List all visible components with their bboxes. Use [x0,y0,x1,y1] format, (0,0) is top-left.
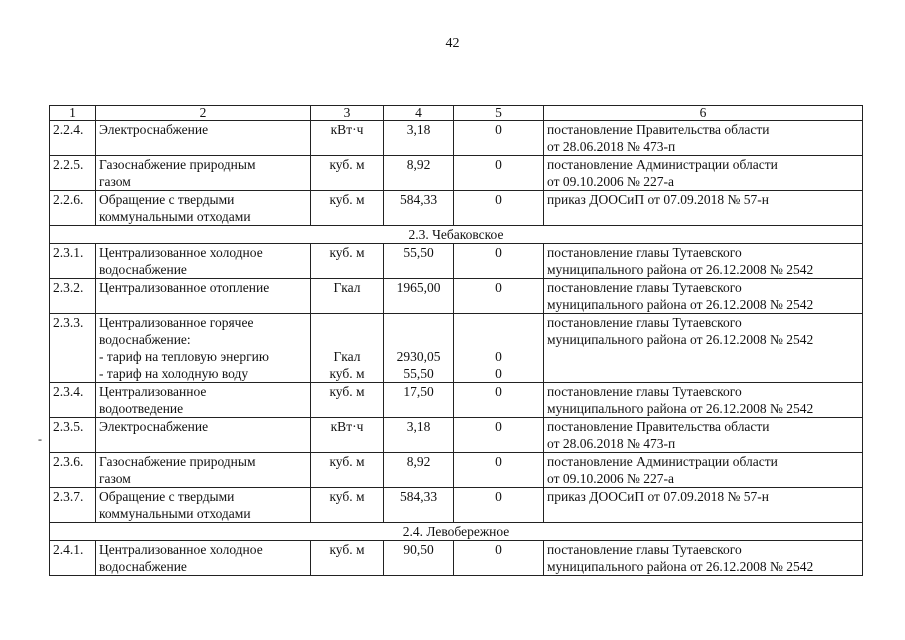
header-col-5: 5 [454,106,544,121]
header-col-2: 2 [96,106,311,121]
service-name: Электроснабжение [96,121,311,156]
section-title: 2.4. Левобережное [50,523,863,541]
column-5-value: 0 [454,121,544,156]
service-name: Централизованное отопление [96,279,311,314]
row-number: 2.3.1. [50,244,96,279]
unit: Гкал куб. м [311,314,384,383]
column-5-value: 0 [454,541,544,576]
table-row [50,279,863,314]
service-name: Централизованное водоотведение [96,383,311,418]
unit: куб. м [311,488,384,523]
unit: куб. м [311,453,384,488]
column-5-value: 0 [454,453,544,488]
value: 55,50 [384,244,454,279]
section-title: 2.3. Чебаковское [50,226,863,244]
legal-basis: постановление Администрации области от 09.10.2006 № 227-а [544,156,863,191]
row-number: 2.2.6. [50,191,96,226]
legal-basis: постановление главы Тутаевского муниципального района от 26.12.2008 № 2542 [544,279,863,314]
unit: куб. м [311,541,384,576]
legal-basis: приказ ДООСиП от 07.09.2018 № 57-н [544,191,863,226]
page-number: 42 [445,36,460,51]
unit: Гкал [311,279,384,314]
service-name: Обращение с твердыми коммунальными отходами [96,488,311,523]
table-row [50,541,863,576]
unit: куб. м [311,191,384,226]
legal-basis: постановление Правительства области от 28.06.2018 № 473-п [544,418,863,453]
row-number: 2.3.5. [50,418,96,453]
header-col-3: 3 [311,106,384,121]
table-header-row [50,106,863,121]
column-5-value: 0 [454,279,544,314]
row-number: 2.4.1. [50,541,96,576]
tariff-table [49,105,863,576]
value: 8,92 [384,156,454,191]
column-5-value: 0 [454,156,544,191]
column-5-value: 0 0 [454,314,544,383]
service-name: Централизованное горячее водоснабжение: - тариф на тепловую энергию - тариф на холодную воду [96,314,311,383]
service-name: Электроснабжение [96,418,311,453]
row-number: 2.2.4. [50,121,96,156]
legal-basis: постановление главы Тутаевского муниципального района от 26.12.2008 № 2542 [544,244,863,279]
row-number: 2.3.2. [50,279,96,314]
value: 17,50 [384,383,454,418]
column-5-value: 0 [454,488,544,523]
service-name: Газоснабжение природным газом [96,453,311,488]
unit: кВт·ч [311,418,384,453]
section-row [50,226,863,244]
table-row [50,314,863,383]
unit: куб. м [311,244,384,279]
value: 2930,05 55,50 [384,314,454,383]
value: 90,50 [384,541,454,576]
section-row [50,523,863,541]
table-row [50,156,863,191]
column-5-value: 0 [454,418,544,453]
header-col-6: 6 [544,106,863,121]
column-5-value: 0 [454,383,544,418]
column-5-value: 0 [454,244,544,279]
service-name: Централизованное холодное водоснабжение [96,541,311,576]
legal-basis: постановление главы Тутаевского муниципального района от 26.12.2008 № 2542 [544,314,863,383]
value: 3,18 [384,121,454,156]
table-row [50,418,863,453]
margin-mark: - [38,432,42,446]
unit: куб. м [311,156,384,191]
legal-basis: постановление главы Тутаевского муниципального района от 26.12.2008 № 2542 [544,383,863,418]
header-col-1: 1 [50,106,96,121]
column-5-value: 0 [454,191,544,226]
service-name: Централизованное холодное водоснабжение [96,244,311,279]
unit: куб. м [311,383,384,418]
table-row [50,191,863,226]
table-row [50,383,863,418]
unit: кВт·ч [311,121,384,156]
value: 1965,00 [384,279,454,314]
table-row [50,244,863,279]
legal-basis: постановление Администрации области от 09.10.2006 № 227-а [544,453,863,488]
legal-basis: приказ ДООСиП от 07.09.2018 № 57-н [544,488,863,523]
header-col-4: 4 [384,106,454,121]
table-row [50,488,863,523]
legal-basis: постановление Правительства области от 28.06.2018 № 473-п [544,121,863,156]
service-name: Газоснабжение природным газом [96,156,311,191]
service-name: Обращение с твердыми коммунальными отходами [96,191,311,226]
row-number: 2.3.6. [50,453,96,488]
table-row [50,453,863,488]
legal-basis: постановление главы Тутаевского муниципального района от 26.12.2008 № 2542 [544,541,863,576]
value: 3,18 [384,418,454,453]
value: 584,33 [384,488,454,523]
row-number: 2.2.5. [50,156,96,191]
table-row [50,121,863,156]
row-number: 2.3.7. [50,488,96,523]
value: 8,92 [384,453,454,488]
row-number: 2.3.4. [50,383,96,418]
row-number: 2.3.3. [50,314,96,383]
value: 584,33 [384,191,454,226]
